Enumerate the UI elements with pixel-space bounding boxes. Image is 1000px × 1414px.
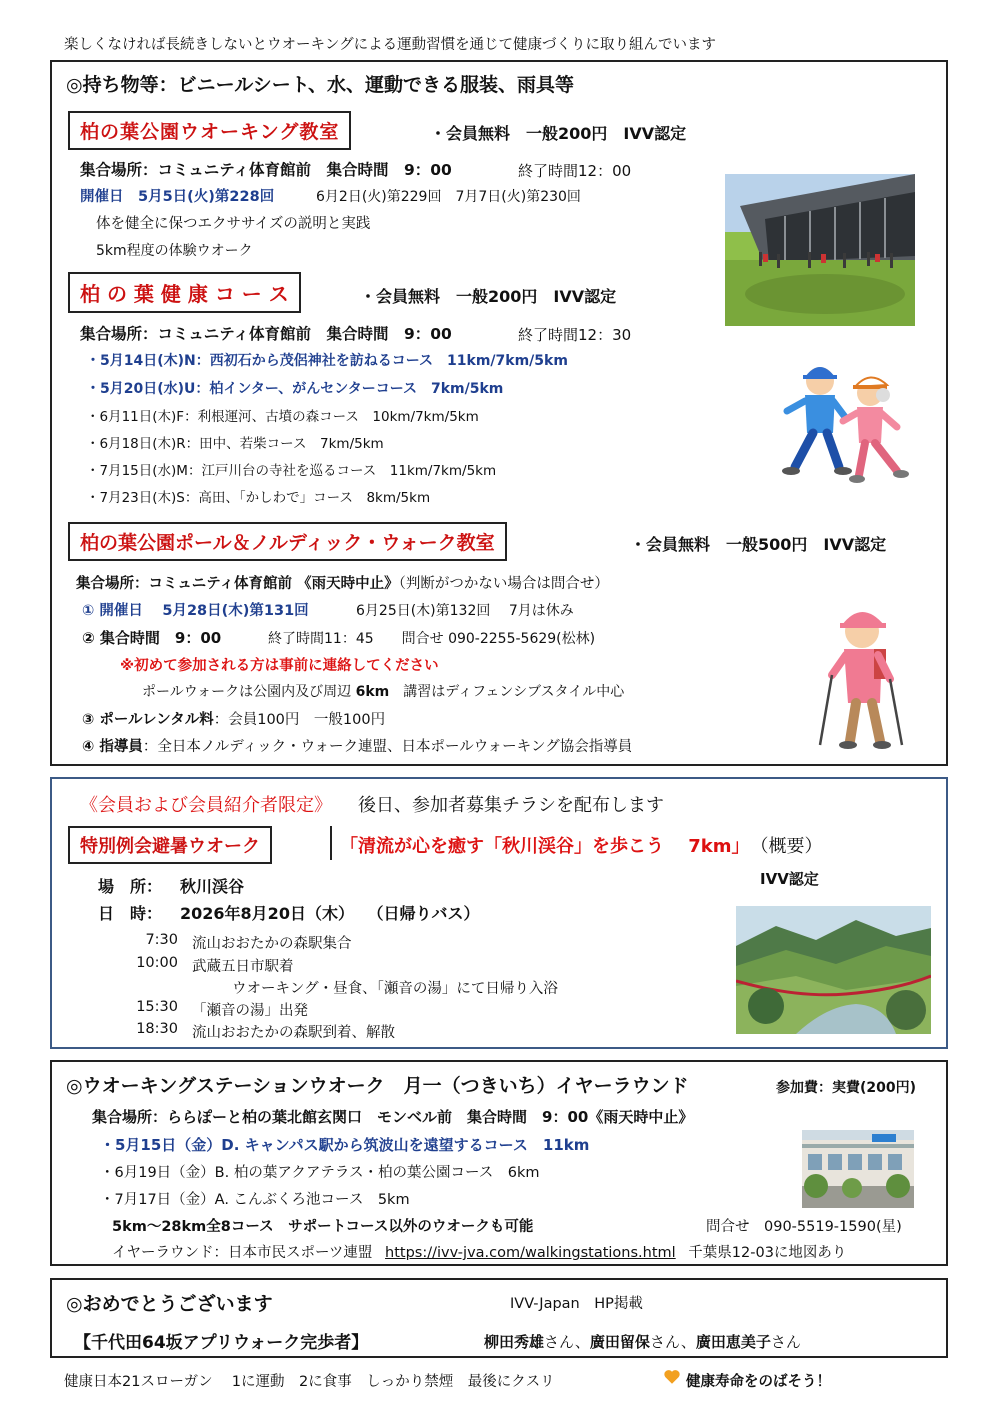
station-course-a: ・7月17日（金）A. こんぶくろ池コース 5km xyxy=(100,1192,410,1208)
exercise-line: 体を健全に保つエクササイズの説明と実践 xyxy=(96,216,371,232)
title-health-course: 柏 の 葉 健 康 コ ー ス xyxy=(68,272,301,313)
fee-health-course: ・会員無料 一般200円 IVV認定 xyxy=(360,287,617,306)
members-limited xyxy=(80,791,664,817)
section-heading-belongings: ◎持ち物等：ビニールシート、水、運動できる服装、雨具等 xyxy=(66,74,575,96)
course-u: ・5月20日(水)U：柏インター、がんセンターコース 7km/5km xyxy=(86,381,504,397)
station-course-b: ・6月19日（金）B. 柏の葉アクアテラス・柏の葉公園コース 6km xyxy=(100,1165,540,1181)
fee-nordic-walk-class: ・会員無料 一般500円 IVV認定 xyxy=(630,535,887,554)
congrats-heading: ◎おめでとうございます xyxy=(66,1293,273,1315)
first-time-notice: ※初めて参加される方は事前に連絡してください xyxy=(120,658,439,674)
station-course-summary: 5km～28km全8コース サポートコース以外のウオークも可能 xyxy=(112,1219,534,1235)
summer-walk-subtitle-note: （概要） xyxy=(759,836,823,857)
schedule-time: 7:30 xyxy=(145,932,178,948)
summer-walk-ivv: IVV認定 xyxy=(760,870,819,888)
finisher-name: 柳田秀雄 xyxy=(484,1333,545,1351)
schedule-text: 武蔵五日市駅着 xyxy=(192,959,294,975)
instructors-label: ④ 指導員 xyxy=(82,739,143,755)
title-summer-walk: 特別例会避暑ウオーク xyxy=(68,826,272,864)
nordic-dates: 6月25日(木)第132回 7月は休み xyxy=(356,603,574,619)
place-label: 場 所： xyxy=(98,877,163,896)
meet-health-course: 集合場所：コミュニティ体育館前 集合時間 9：00 xyxy=(80,325,452,343)
schedule-time: 18:30 xyxy=(136,1021,178,1037)
place-row xyxy=(98,874,244,897)
station-contact: 問合せ 090-5519-1590(星) xyxy=(706,1219,902,1235)
walking-couple-illustration xyxy=(775,355,930,487)
schedule-text: 流山おおたかの森駅集合 xyxy=(192,936,352,952)
date-value: 2026年8月20日（木） （日帰りバス） xyxy=(180,904,480,923)
meet-nordic-bold: 集合場所：コミュニティ体育館前 《雨天時中止》 xyxy=(76,576,399,592)
finisher-name: 廣田留保 xyxy=(589,1333,650,1351)
title-divider xyxy=(330,826,332,860)
app-walk-label: 【千代田64坂アプリウォーク完歩者】 xyxy=(74,1333,369,1353)
schedule-text: 「瀬音の湯」出発 xyxy=(192,1003,308,1019)
footer-tagline: 健康寿命をのばそう！ xyxy=(686,1374,831,1390)
year-round-info xyxy=(112,1241,846,1262)
course-f: ・6月11日(木)F：利根運河、古墳の森コース 10km/7km/5km xyxy=(86,409,479,425)
pole-rental-fee: ：会員100円 一般100円 xyxy=(213,712,386,728)
finisher-suffix: さん、 xyxy=(544,1333,590,1351)
pole-walk-info xyxy=(142,681,624,701)
place-value: 秋川渓谷 xyxy=(180,877,245,896)
dates-highlight-walking-class: 開催日 5月5日(火)第228回 xyxy=(80,189,275,205)
year-round-label: イヤーラウンド：日本市民スポーツ連盟 xyxy=(112,1245,373,1261)
course-n: ・5月14日(木)N：西初石から茂侶神社を訪ねるコース 11km/7km/5km xyxy=(86,353,568,369)
walking-station-fee: 参加費：実費(200円) xyxy=(776,1080,917,1096)
schedule-text: ウオーキング・昼食、「瀬音の湯」にて日帰り入浴 xyxy=(232,981,558,997)
nordic-end-contact: 終了時間11：45 問合せ 090-2255-5629(松林) xyxy=(268,631,596,647)
gymnasium-photo xyxy=(725,174,915,326)
meet-nordic-walk-class xyxy=(76,572,609,593)
walking-station-heading: ◎ウオーキングステーションウオーク 月一（つきいち）イヤーラウンド xyxy=(66,1075,689,1097)
nordic-dates-highlight: ① 開催日 5月28日(木)第131回 xyxy=(82,603,309,619)
dates-walking-class: 6月2日(火)第229回 7月7日(火)第230回 xyxy=(316,189,581,205)
nordic-start-time: ② 集合時間 9：00 xyxy=(82,629,222,647)
meet-walking-class: 集合場所：コミュニティ体育館前 集合時間 9：00 xyxy=(80,161,452,179)
fee-walking-class: ・会員無料 一般200円 IVV認定 xyxy=(430,124,687,143)
finisher-names xyxy=(484,1331,801,1352)
date-row xyxy=(98,901,480,924)
summer-walk-subtitle xyxy=(340,832,823,858)
instructors xyxy=(82,735,632,756)
station-course-d: ・5月15日（金）D. キャンパス駅から筑波山を遠望するコース 11km xyxy=(100,1136,590,1154)
schedule-time: 10:00 xyxy=(136,955,178,971)
finisher-suffix: さん xyxy=(770,1333,801,1351)
finisher-suffix: さん、 xyxy=(649,1333,696,1351)
walking-stations-link[interactable]: https://ivv-jva.com/walkingstations.html xyxy=(385,1245,676,1261)
pole-rental-label: ③ ポールレンタル料 xyxy=(82,712,214,728)
end-time-health-course: 終了時間12：30 xyxy=(518,326,632,344)
schedule-time: 15:30 xyxy=(136,999,178,1015)
flyer-notice: 後日、参加者募集チラシを配布します xyxy=(358,795,664,816)
title-nordic-walk-class: 柏の葉公園ポール＆ノルディック・ウォーク教室 xyxy=(68,522,507,561)
finisher-name: 廣田恵美子 xyxy=(695,1333,771,1351)
pole-walk-distance: 6km xyxy=(355,684,390,700)
heart-icon xyxy=(663,1368,681,1390)
trial-walk-line: 5km程度の体験ウオーク xyxy=(96,243,253,259)
nordic-walker-illustration xyxy=(810,595,910,755)
pole-rental xyxy=(82,708,385,729)
pole-walk-info-c: 講習はディフェンシブスタイル中心 xyxy=(389,684,625,700)
ivv-japan-note: IVV-Japan HP掲載 xyxy=(510,1296,643,1312)
lalaport-building-photo xyxy=(802,1130,914,1208)
date-label: 日 時： xyxy=(98,904,163,923)
title-walking-class: 柏の葉公園ウオーキング教室 xyxy=(68,111,351,150)
schedule-text: 流山おおたかの森駅到着、解散 xyxy=(192,1025,395,1041)
course-s: ・7月23日(木)S：高田、「かしわで」コース 8km/5km xyxy=(86,490,431,506)
walking-station-meet: 集合場所：ららぽーと柏の葉北館玄関口 モンベル前 集合時間 9：00《雨天時中止》 xyxy=(92,1108,694,1126)
akigawa-valley-photo xyxy=(736,906,931,1034)
meet-nordic-note: （判断がつかない場合は問合せ） xyxy=(398,576,609,592)
map-note: 千葉県12-03に地図あり xyxy=(688,1245,847,1261)
summer-walk-subtitle-red: 「清流が心を癒す「秋川渓谷」を歩こう 7km」 xyxy=(340,836,750,857)
instructors-text: ：全日本ノルディック・ウォーク連盟、日本ポールウォーキング協会指導員 xyxy=(142,739,633,755)
course-r: ・6月18日(木)R：田中、若柴コース 7km/5km xyxy=(86,436,384,452)
footer-slogan: 健康日本21スローガン 1に運動 2に食事 しっかり禁煙 最後にクスリ xyxy=(64,1374,555,1390)
top-tagline: 楽しくなければ長続きしないとウオーキングによる運動習慣を通じて健康づくりに取り組んでいます xyxy=(64,37,717,53)
pole-walk-info-a: ポールウォークは公園内及び周辺 xyxy=(142,684,356,700)
members-limited-label: 《会員および会員紹介者限定》 xyxy=(80,795,332,816)
course-m: ・7月15日(水)M：江戸川台の寺社を巡るコース 11km/7km/5km xyxy=(86,463,497,479)
end-time-walking-class: 終了時間12：00 xyxy=(518,162,632,180)
